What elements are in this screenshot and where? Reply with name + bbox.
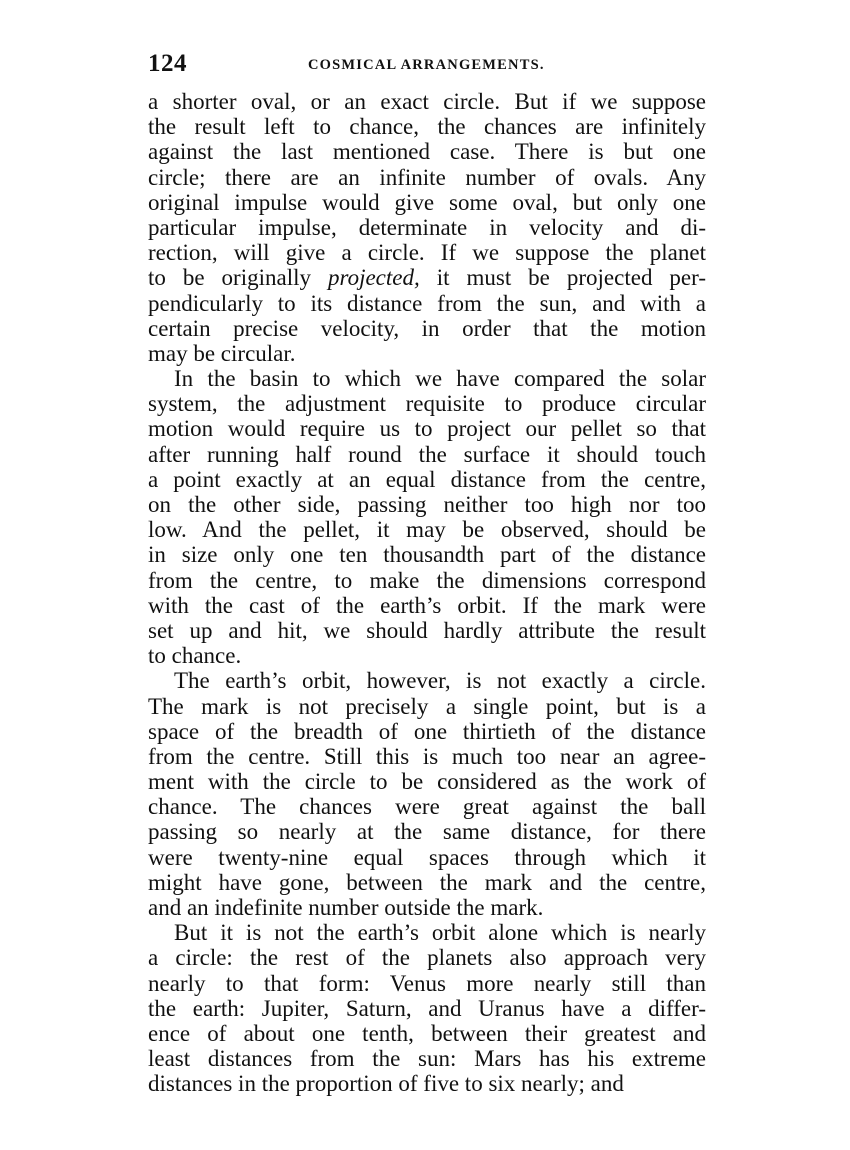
text-line: in size only one ten thousandth part of the distance [148, 542, 706, 568]
text-line: space of the breadth of one thirtieth of the distance [148, 718, 706, 744]
text-line: from the centre. Still this is much too near an agree- [148, 743, 706, 769]
text-line: to chance. [148, 643, 242, 669]
text-line: from the centre, to make the dimensions correspond [148, 567, 706, 593]
text-line: the result left to chance, the chances are infinitely [148, 114, 706, 140]
text-segment: it must be projected per- [419, 265, 706, 291]
text-line: In the basin to which we have compared the solar [174, 366, 706, 392]
paragraph [148, 366, 706, 668]
text-segment: to be originally [148, 265, 328, 291]
text-line: certain precise velocity, in order that the motion [148, 315, 706, 341]
text-line: and an indefinite number outside the mark. [148, 895, 544, 920]
text-line: particular impulse, determinate in velocity and di- [148, 214, 706, 240]
text-line: distances in the proportion of five to six nearly; and [148, 1071, 624, 1097]
page-number: 124 [148, 50, 187, 77]
text-line [148, 265, 706, 290]
text-line: circle; there are an infinite number of ovals. Any [148, 164, 706, 190]
text-line: on the other side, passing neither too high nor too [148, 492, 706, 517]
text-line: The mark is not precisely a single point, but is a [148, 693, 706, 719]
text-line: original impulse would give some oval, but only one [148, 189, 706, 215]
text-line: set up and hit, we should hardly attribute the result [148, 617, 706, 643]
text-line: chance. The chances were great against the ball [148, 794, 706, 820]
text-line: after running half round the surface it should touch [148, 441, 706, 467]
text-line: passing so nearly at the same distance, for there [148, 819, 706, 845]
italic-word: projected, [327, 265, 420, 291]
text-line: low. And the pellet, it may be observed, should be [148, 517, 706, 543]
text-line: might have gone, between the mark and the centre, [148, 869, 706, 895]
text-line: The earth’s orbit, however, is not exactly a circle. [174, 668, 706, 694]
text-line: were twenty-nine equal spaces through which it [148, 844, 706, 870]
text-line: ence of about one tenth, between their greatest and [148, 1020, 706, 1046]
running-head: COSMICAL ARRANGEMENTS. [308, 57, 545, 73]
paragraph [148, 89, 706, 366]
text-line: system, the adjustment requisite to produce circular [148, 391, 706, 417]
paragraph [148, 668, 706, 920]
text-line: least distances from the sun: Mars has his extreme [148, 1046, 706, 1072]
text-line: But it is not the earth’s orbit alone which is nearly [174, 920, 706, 946]
text-line: the earth: Jupiter, Saturn, and Uranus have a differ- [148, 995, 706, 1021]
text-line: may be circular. [148, 340, 296, 366]
text-line: ment with the circle to be considered as the work of [148, 769, 706, 795]
text-line: motion would require us to project our pellet so that [148, 416, 706, 442]
text-line: nearly to that form: Venus more nearly still than [148, 970, 706, 996]
text-line: with the cast of the earth’s orbit. If the mark were [148, 592, 706, 618]
paragraph [148, 920, 706, 1096]
text-line: against the last mentioned case. There is but one [148, 139, 706, 165]
text-line: a shorter oval, or an exact circle. But if we suppose [148, 89, 706, 114]
page-header [148, 50, 708, 82]
text-line: pendicularly to its distance from the sun, and with a [148, 290, 706, 316]
text-line: a point exactly at an equal distance from the centre, [148, 466, 706, 492]
text-line: rection, will give a circle. If we suppose the planet [148, 240, 706, 266]
text-line: a circle: the rest of the planets also approach very [148, 945, 706, 971]
body-text [148, 89, 706, 1097]
